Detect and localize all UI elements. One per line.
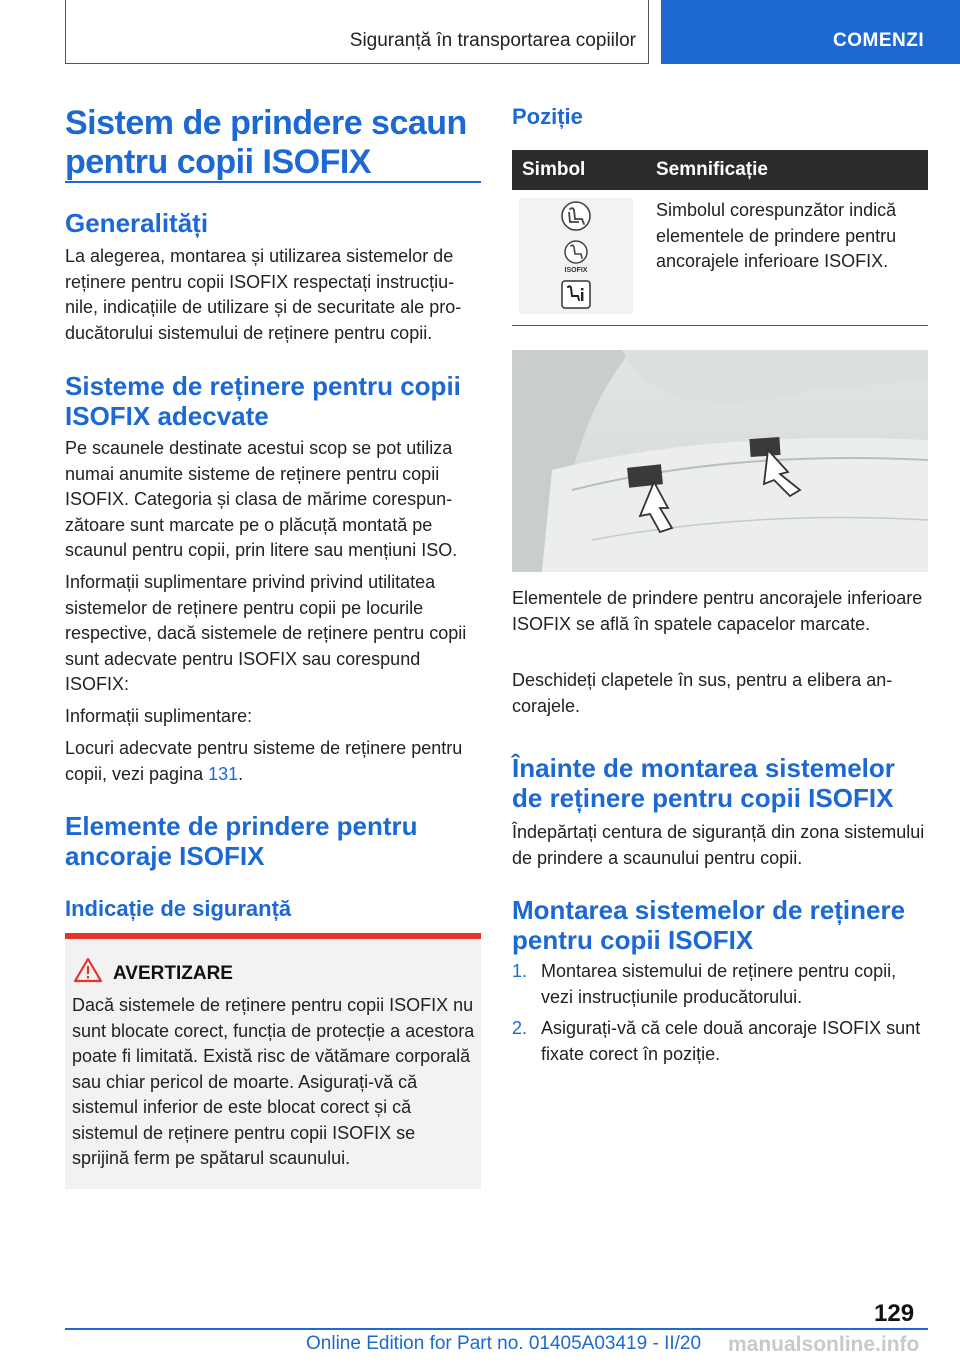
section-title: Siguranță în transportarea copiilor <box>349 30 636 51</box>
warning-bar <box>65 933 481 939</box>
table-bottom-rule <box>512 325 928 326</box>
suitable-text-1: Pe scaunele destinate acestui scop se pot utiliza numai anumite sisteme de reținere pentru copii ISOFIX. Categoria și clasa de mărime corespunzătoare sunt marcate pe o plăcuță montată pe scaunul pentru copii, prin litere sau mențiuni ISO. <box>65 438 458 560</box>
heading-mount: Montarea sistemelor de reținere pentru copii ISOFIX <box>512 895 906 955</box>
edition-text: Online Edition for Part no. 01405A03419 - II/20 <box>306 1333 702 1354</box>
list-item: 2. Asigurați-vă că cele două ancoraje ISOFIX sunt fixate corect în poziție. <box>512 1018 921 1064</box>
heading-position: Poziție <box>512 104 583 129</box>
col-header-symbol: Simbol <box>512 150 646 190</box>
suitable-text-4: Locuri adecvate pentru sisteme de reținere pentru copii, vezi pagina 131. <box>65 738 463 784</box>
isofix-anchor-photo <box>512 350 928 572</box>
page-title: Sistem de prindere scaun pentru copii ISOFIX <box>65 104 467 181</box>
heading-anchors: Elemente de prindere pentru ancoraje ISOFIX <box>65 811 418 871</box>
symbol-cell <box>512 190 646 324</box>
header-section-box <box>65 0 649 64</box>
heading-suitable: Sisteme de reținere pentru copii ISOFIX adecvate <box>65 371 461 431</box>
footer-rule <box>65 1328 928 1330</box>
warning-triangle-icon <box>73 957 103 983</box>
mount-steps <box>512 959 928 1073</box>
suitable-text-3: Informații suplimentare: <box>65 706 253 726</box>
list-item: 1. Montarea sistemului de reținere pentru copii, vezi instrucțiunile producătorului. <box>512 961 897 1007</box>
warning-box <box>65 933 481 1189</box>
photo-caption-2: Deschideți clapetele în sus, pentru a elibera ancorajele. <box>512 670 893 716</box>
general-text: La alegerea, montarea și utilizarea sistemelor de reținere pentru copii ISOFIX respectați instrucțiunile, indicațiile de utilizare și de securitate ale producătorului sistemului de reținere pentru copii. <box>65 246 462 343</box>
warning-title: AVERTIZARE <box>113 963 233 984</box>
meaning-cell: Simbolul corespunzător indică elementele de prindere pentru ancorajele inferioare ISOFIX. <box>656 200 897 271</box>
isofix-symbols <box>519 198 633 314</box>
heading-general: Generalități <box>65 208 209 238</box>
isofix-icon <box>519 198 633 314</box>
tab-comenzi[interactable] <box>661 0 960 64</box>
page-number: 129 <box>874 1300 915 1327</box>
heading-before-mount: Înainte de montarea sistemelor de reținere pentru copii ISOFIX <box>512 753 895 813</box>
isofix-icon-label: ISOFIX <box>564 267 588 274</box>
photo-caption-1: Elementele de prindere pentru ancorajele inferioare ISOFIX se află în spatele capacelor marcate. <box>512 588 923 634</box>
table-header-row <box>512 150 928 190</box>
title-rule <box>65 181 481 183</box>
before-mount-text: Îndepărtați centura de siguranță din zona sistemului de prindere a scaunului pentru copii. <box>512 822 925 868</box>
page-link[interactable]: 131 <box>208 763 239 784</box>
warning-text: Dacă sistemele de reținere pentru copii ISOFIX nu sunt blocate corect, funcția de protecție a acestora poate fi limitată. Există risc de vătămare corporală sau chiar pericol de moarte. Asigurați-vă că sistemul inferior de este blocat corect și că sistemul de reținere pentru copii ISOFIX se sprijină ferm pe spătarul scaunului. <box>72 995 475 1168</box>
brand-watermark: manualsonline.info <box>728 1333 920 1356</box>
symbol-table <box>512 150 928 324</box>
table-row <box>512 190 928 324</box>
tab-label: COMENZI <box>833 30 925 51</box>
heading-safety: Indicație de siguranță <box>65 896 292 921</box>
suitable-text-2: Informații suplimentare privind privind utilitatea sistemelor de reținere pentru copii pe locurile respective, dacă sistemele de reținere pentru copii sunt adecvate pentru ISOFIX sau corespund ISOFIX: <box>65 572 467 694</box>
col-header-meaning: Semnificație <box>646 150 928 190</box>
